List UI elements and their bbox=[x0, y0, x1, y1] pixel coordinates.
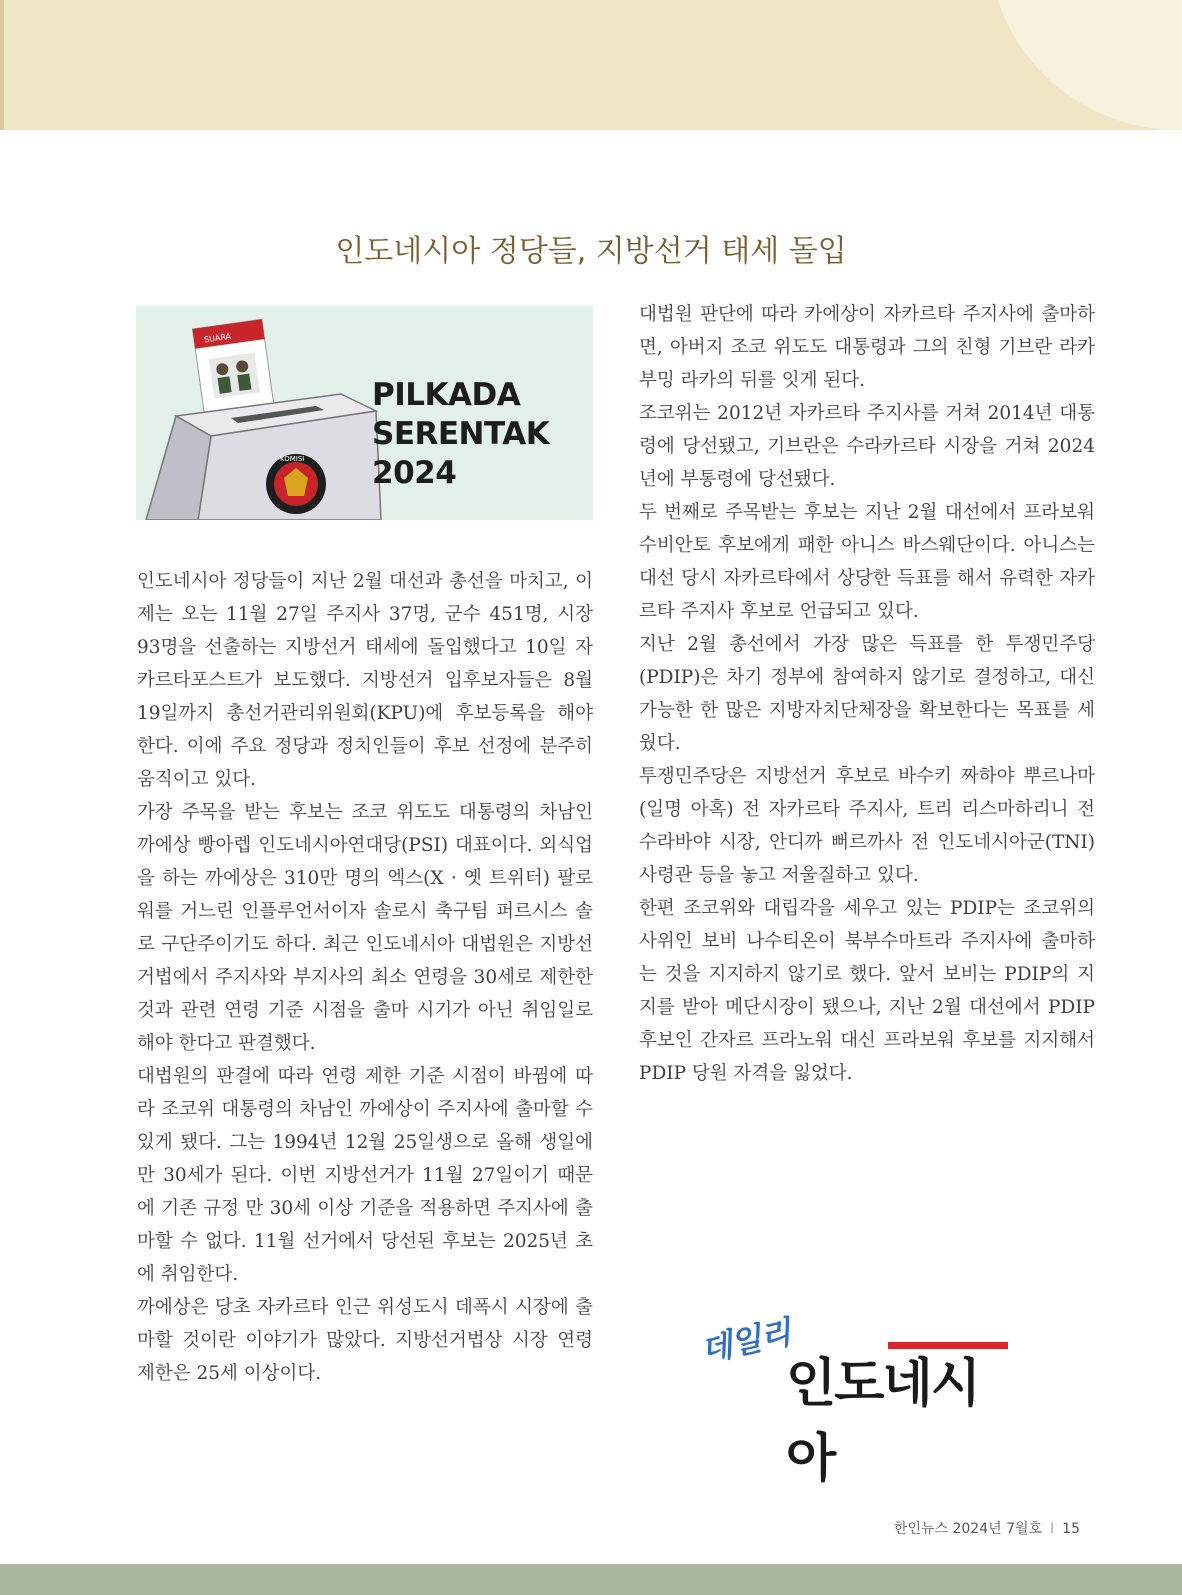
paragraph: 두 번째로 주목받는 후보는 지난 2월 대선에서 프라보워 수비안토 후보에게 패한 아니스 바스웨단이다. 아니스는 대선 당시 자카르타에서 상당한 득표를 해서 유력한 자카르타 주지사 후보로 언급되고 있다. bbox=[639, 502, 1095, 622]
article-column-left bbox=[137, 565, 593, 1390]
footer-separator: I bbox=[1050, 1521, 1055, 1537]
paragraph: 대법원 판단에 따라 카에상이 자카르타 주지사에 출마하면, 아버지 조코 위도도 대통령과 그의 친형 기브란 라카부밍 라카의 뒤를 잇게 된다. bbox=[639, 304, 1095, 391]
daily-indonesia-logo bbox=[697, 1313, 1026, 1489]
article-banner-image bbox=[136, 306, 593, 520]
header-band bbox=[0, 0, 1182, 130]
article-title: 인도네시아 정당들, 지방선거 태세 돌입 bbox=[335, 234, 847, 269]
page-footer bbox=[0, 1518, 1080, 1538]
banner-line-3: 2024 bbox=[372, 455, 457, 491]
header-edge bbox=[0, 0, 4, 130]
article-column-right bbox=[639, 298, 1095, 1090]
footer-band bbox=[0, 1564, 1182, 1595]
paragraph: 조코위는 2012년 자카르타 주지사를 거쳐 2014년 대통령에 당선됐고, 기브란은 수라카르타 시장을 거쳐 2024년에 부통령에 당선됐다. bbox=[639, 403, 1095, 490]
logo-big-text: 인도네시아 bbox=[786, 1354, 979, 1489]
paragraph: 까에상은 당초 자카르타 인근 위성도시 데폭시 시장에 출마할 것이란 이야기가 많았다. 지방선거법상 시장 연령 제한은 25세 이상이다. bbox=[137, 1297, 593, 1384]
header-decorative-circle bbox=[988, 0, 1182, 130]
banner-line-1: PILKADA bbox=[372, 377, 521, 413]
page-number: 15 bbox=[1062, 1521, 1080, 1537]
paragraph: 투쟁민주당은 지방선거 후보로 바수키 짜하야 뿌르나마(일명 아혹) 전 자카르타 주지사, 트리 리스마하리니 전 수라바야 시장, 안디까 뻐르까사 전 인도네시아군(TNI) 사령관 등을 놓고 저울질하고 있다. bbox=[639, 766, 1095, 886]
banner-headline bbox=[372, 376, 549, 493]
ballot-box-label: KOMISI bbox=[280, 455, 305, 463]
footer-publication: 한인뉴스 2024년 7월호 bbox=[893, 1521, 1043, 1537]
paragraph: 대법원의 판결에 따라 연령 제한 기준 시점이 바뀜에 따라 조코위 대통령의 차남인 까에상이 주지사에 출마할 수 있게 됐다. 그는 1994년 12월 25일생으로 올해 생일에 만 30세가 된다. 이번 지방선거가 11월 27일이기 때문에 기존 규정 만 30세 이상 기준을 적용하면 주지사에 출마할 수 없다. 11월 선거에서 당선된 후보는 2025년 초에 취임한다. bbox=[137, 1066, 593, 1285]
paragraph: 가장 주목을 받는 후보는 조코 위도도 대통령의 차남인 까에상 빵아렙 인도네시아연대당(PSI) 대표이다. 외식업을 하는 까에상은 310만 명의 엑스(X · 옛 트위터) 팔로워를 거느린 인플루언서이자 솔로시 축구팀 퍼르시스 솔로 구단주이기도 하다. 최근 인도네시아 대법원은 지방선거법에서 주지사와 부지사의 최소 연령을 30세로 제한한 것과 관련 연령 기준 시점을 출마 시기가 아닌 취임일로 해야 한다고 판결했다. bbox=[137, 802, 593, 1054]
paragraph: 지난 2월 총선에서 가장 많은 득표를 한 투쟁민주당(PDIP)은 차기 정부에 참여하지 않기로 결정하고, 대신 가능한 한 많은 지방자치단체장을 확보한다는 목표를 세웠다. bbox=[639, 634, 1095, 754]
ballot-label: SUARA bbox=[203, 331, 232, 345]
logo-small-text: 데일리 bbox=[697, 1313, 794, 1370]
paragraph: 인도네시아 정당들이 지난 2월 대선과 총선을 마치고, 이제는 오는 11월 27일 주지사 37명, 군수 451명, 시장 93명을 선출하는 지방선거 태세에 돌입했다고 10일 자카르타포스트가 보도했다. 지방선거 입후보자들은 8월 19일까지 총선거관리위원회(KPU)에 후보등록을 해야 한다. 이에 주요 정당과 정치인들이 후보 선정에 분주히 움직이고 있다. bbox=[137, 571, 593, 790]
paragraph: 한편 조코위와 대립각을 세우고 있는 PDIP는 조코위의 사위인 보비 나수티온이 북부수마트라 주지사에 출마하는 것을 지지하지 않기로 했다. 앞서 보비는 PDIP의 지지를 받아 메단시장이 됐으나, 지난 2월 대선에서 PDIP 후보인 간자르 프라노워 대신 프라보워 후보를 지지해서 PDIP 당원 자격을 잃었다. bbox=[639, 898, 1095, 1084]
banner-line-2: SERENTAK bbox=[372, 416, 550, 452]
